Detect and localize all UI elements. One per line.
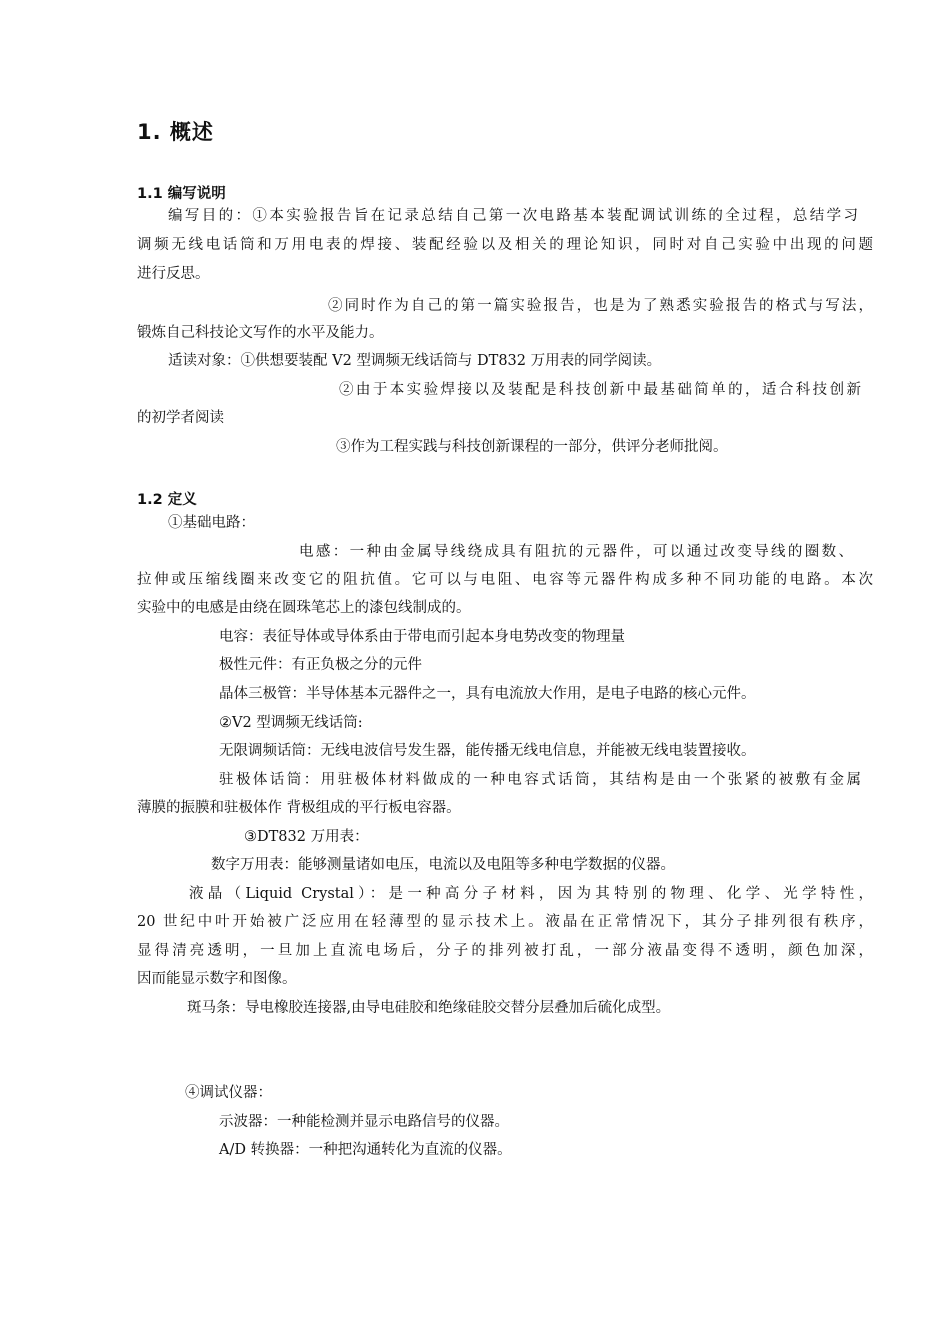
para-audience-line-2: ②由于本实验焊接以及装配是科技创新中最基础简单的，适合科技创新 — [339, 382, 861, 398]
para-purpose-line-2: 调频无线电话筒和万用电表的焊接、装配经验以及相关的理论知识，同时对自己实验中出现的问题 — [137, 237, 873, 253]
para-purpose-line-5: 锻炼自己科技论文写作的水平及能力。 — [137, 325, 384, 341]
para-purpose-line-4: ②同时作为自己的第一篇实验报告，也是为了熟悉实验报告的格式与写法， — [328, 298, 873, 314]
heading-overview: 1. 概述 — [137, 120, 214, 144]
def-electret-line-1: 驻极体话筒：用驻极体材料做成的一种电容式话筒，其结构是由一个张紧的被敷有金属 — [219, 772, 861, 788]
para-audience-line-4: ③作为工程实践与科技创新课程的一部分，供评分老师批阅。 — [336, 439, 728, 455]
def-inductor-line-3: 实验中的电感是由绕在圆珠笔芯上的漆包线制成的。 — [137, 600, 471, 616]
def-polar-component: 极性元件：有正负极之分的元件 — [219, 657, 422, 673]
para-purpose-line-1: 编写目的：①本实验报告旨在记录总结自己第一次电路基本装配调试训练的全过程，总结学习 — [168, 208, 858, 224]
def-ad-converter: A/D 转换器：一种把沟通转化为直流的仪器。 — [219, 1142, 512, 1158]
heading-definitions: 1.2 定义 — [137, 492, 197, 508]
def-liquid-crystal-line-3: 显得清亮透明，一旦加上直流电场后，分子的排列被打乱，一部分液晶变得不透明，颜色加深， — [137, 943, 873, 959]
def-capacitor: 电容：表征导体或导体系由于带电而引起本身电势改变的物理量 — [219, 629, 625, 645]
def-liquid-crystal-line-1: 液晶（Liquid Crystal）：是一种高分子材料，因为其特别的物理、化学、光学特性， — [189, 886, 873, 902]
para-audience-line-1: 适读对象：①供想要装配 V2 型调频无线话筒与 DT832 万用表的同学阅读。 — [168, 353, 662, 369]
def-transistor: 晶体三极管：半导体基本元器件之一，具有电流放大作用，是电子电路的核心元件。 — [219, 686, 756, 702]
def-basic-circuit-heading: ①基础电路： — [168, 515, 255, 531]
def-digital-multimeter: 数字万用表：能够测量诸如电压，电流以及电阻等多种电学数据的仪器。 — [211, 857, 675, 873]
def-instruments-heading: ④调试仪器： — [185, 1085, 272, 1101]
para-purpose-line-3: 进行反思。 — [137, 266, 210, 282]
def-zebra-strip: 斑马条：导电橡胶连接器,由导电硅胶和绝缘硅胶交替分层叠加后硫化成型。 — [187, 1000, 671, 1016]
def-multimeter-heading: ③DT832 万用表： — [244, 829, 369, 845]
def-microphone-heading: ②V2 型调频无线话筒: — [219, 715, 363, 731]
def-liquid-crystal-line-4: 因而能显示数字和图像。 — [137, 971, 297, 987]
def-fm-microphone: 无限调频话筒：无线电波信号发生器，能传播无线电信息，并能被无线电装置接收。 — [219, 743, 756, 759]
def-liquid-crystal-line-2: 20 世纪中叶开始被广泛应用在轻薄型的显示技术上。液晶在正常情况下，其分子排列很有秩序， — [137, 914, 873, 930]
def-inductor-line-2: 拉伸或压缩线圈来改变它的阻抗值。它可以与电阻、电容等元器件构成多种不同功能的电路。本次 — [137, 572, 873, 588]
heading-writing-notes: 1.1 编写说明 — [137, 186, 226, 202]
def-electret-line-2: 薄膜的振膜和驻极体作 背极组成的平行板电容器。 — [137, 800, 461, 816]
para-audience-line-3: 的初学者阅读 — [137, 410, 224, 426]
def-oscilloscope: 示波器：一种能检测并显示电路信号的仪器。 — [219, 1114, 509, 1130]
def-inductor-line-1: 电感：一种由金属导线绕成具有阻抗的元器件，可以通过改变导线的圈数、 — [299, 544, 853, 560]
